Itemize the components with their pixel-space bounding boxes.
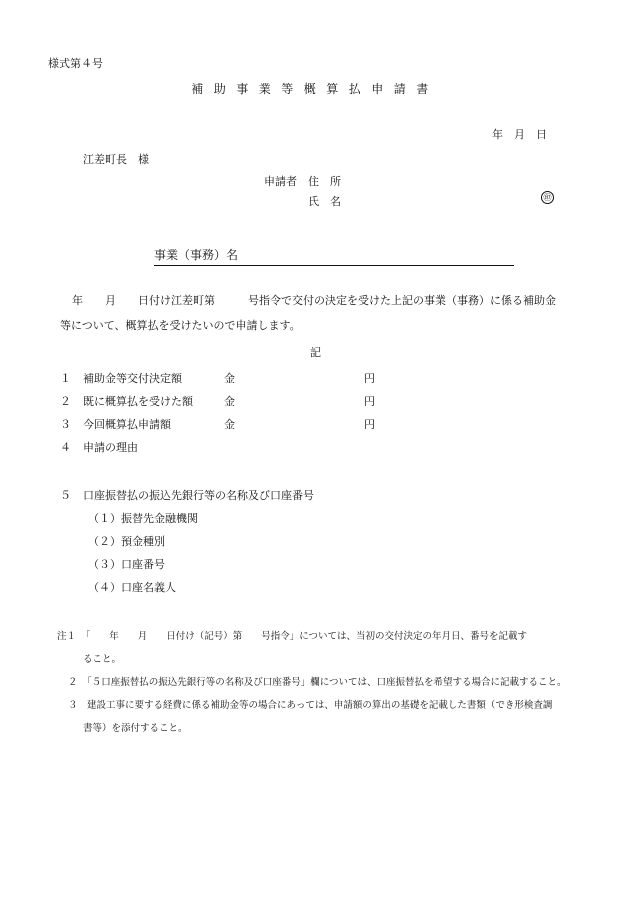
note-1-line-2: ること。 xyxy=(83,654,122,665)
subitem-deposit-type: （２）預金種別 xyxy=(88,535,165,548)
item-kin: 金 xyxy=(224,418,235,431)
item-en: 円 xyxy=(364,418,375,431)
seal-mark-icon: ㊞ xyxy=(541,191,554,204)
project-name-label: 事業（事務）名 xyxy=(154,248,239,262)
item-en: 円 xyxy=(364,372,375,385)
item-kin: 金 xyxy=(224,395,235,408)
item-label: 今回概算払申請額 xyxy=(83,418,171,431)
subitem-account-holder: （４）口座名義人 xyxy=(88,581,176,594)
item-number: ４ xyxy=(60,441,71,454)
body-line-2: 等について、概算払を受けたいので申請します。 xyxy=(60,319,301,332)
item-number: ３ xyxy=(60,418,71,431)
item-number: ２ xyxy=(60,395,71,408)
note-2: ２ 「５口座振替払の振込先銀行等の名称及び口座番号」欄については、口座振替払を希望する場合に記載すること。 xyxy=(68,677,567,688)
addressee: 江差町長 様 xyxy=(83,153,149,166)
form-number: 様式第４号 xyxy=(48,57,103,70)
item-label: 既に概算払を受けた額 xyxy=(83,395,193,408)
item-en: 円 xyxy=(364,395,375,408)
subitem-bank: （１）振替先金融機関 xyxy=(88,512,198,525)
date-line: 年 月 日 xyxy=(492,128,547,141)
item-label: 補助金等交付決定額 xyxy=(83,372,182,385)
item-number: ５ xyxy=(60,489,71,502)
note-1-line-1: 注１ 「 年 月 日付け（記号）第 号指令」については、当初の交付決定の年月日、番号を記載す xyxy=(57,631,528,642)
item-label: 口座振替払の振込先銀行等の名称及び口座番号 xyxy=(83,489,314,502)
item-label: 申請の理由 xyxy=(83,441,138,454)
page-title: 補助事業等概算払申請書 xyxy=(191,82,439,96)
note-3-line-2: 書等）を添付すること。 xyxy=(83,723,188,734)
item-kin: 金 xyxy=(224,372,235,385)
applicant-address-label: 申請者 住 所 xyxy=(264,175,341,188)
subitem-account-number: （３）口座番号 xyxy=(88,558,165,571)
ki-heading: 記 xyxy=(310,346,321,359)
body-line-1: 年 月 日付け江差町第 号指令で交付の決定を受けた上記の事業（事務）に係る補助金 xyxy=(72,294,556,307)
note-3-line-1: ３ 建設工事に要する経費に係る補助金等の場合にあっては、申請額の算出の基礎を記載した書類（でき形検査調 xyxy=(68,700,553,711)
project-name-field xyxy=(154,246,514,266)
item-number: １ xyxy=(60,372,71,385)
applicant-name-label: 氏 名 xyxy=(308,195,341,208)
